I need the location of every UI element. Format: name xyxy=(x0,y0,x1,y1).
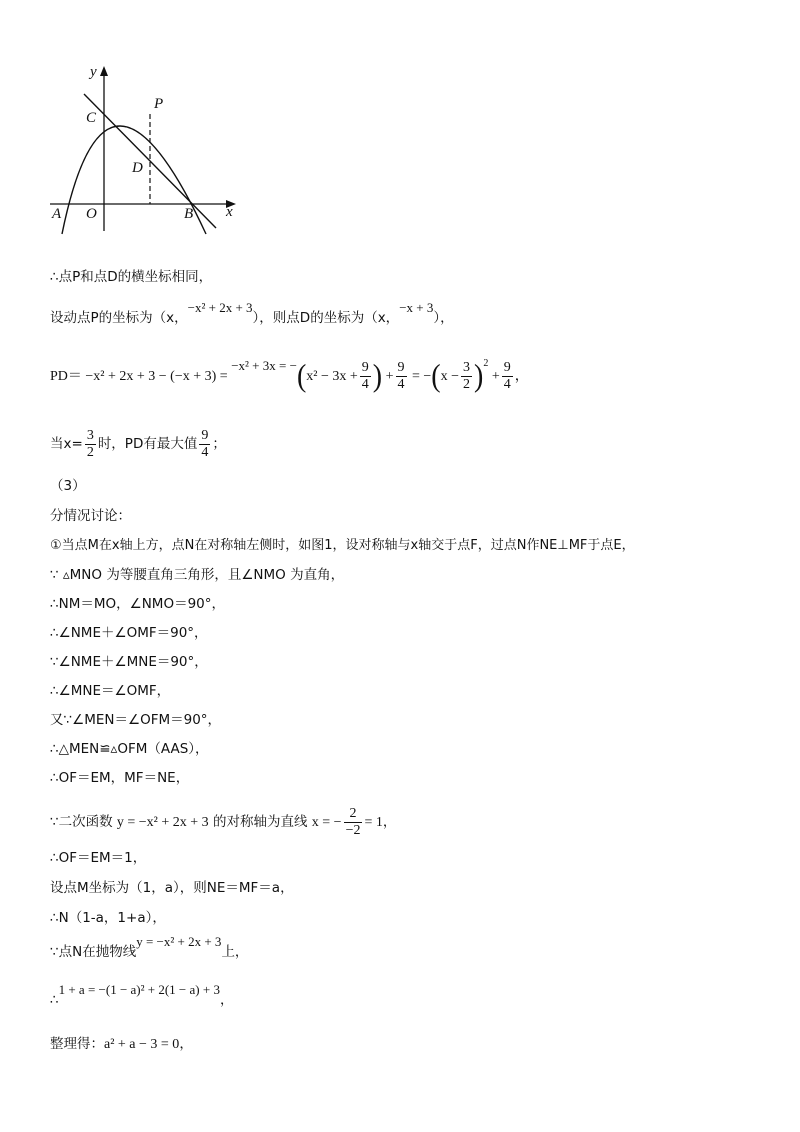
pd-frac4: $\frac{9}{4}$ xyxy=(503,360,511,393)
pd-square: 2 xyxy=(483,358,489,369)
pd-part2: −x² + 3x = − xyxy=(231,358,297,373)
l14c: ， xyxy=(382,814,397,830)
l18a: ∵点N在抛物线 xyxy=(50,944,137,960)
label-x: x xyxy=(226,204,233,220)
text-line-15: ∴OF＝EM＝1， xyxy=(50,850,147,866)
l18-function: y = −x² + 2x + 3 xyxy=(136,934,222,949)
label-b: B xyxy=(184,206,194,222)
text-line-6: ∵ ▵MNO 为等腰直角三角形，且∠NMO 为直角， xyxy=(50,567,345,583)
text-line-2a: 设动点P的坐标为（x， xyxy=(50,310,188,326)
l18b: 上， xyxy=(221,944,249,960)
max-frac-x: $\frac{3}{2}$ xyxy=(86,427,94,460)
pd-prefix: PD＝ xyxy=(50,369,82,384)
text-line-18 xyxy=(50,934,249,962)
max-frac-pd: $\frac{9}{4}$ xyxy=(201,427,209,460)
pd-part7: + xyxy=(491,369,500,384)
label-c: C xyxy=(86,110,97,126)
pd-part6: x − xyxy=(440,369,460,384)
point-p-y: −x² + 2x + 3 xyxy=(187,300,253,315)
text-line-14 xyxy=(50,802,396,843)
text-line-17: ∴N（1-a，1+a）， xyxy=(50,910,166,926)
text-line-10: ∴∠MNE＝∠OMF， xyxy=(50,683,171,699)
label-a: A xyxy=(52,206,62,222)
l14-frac: $\frac{2}{-2}$ xyxy=(345,805,361,838)
pd-part4: + xyxy=(385,369,394,384)
pd-frac1: $\frac{9}{4}$ xyxy=(361,360,369,393)
pd-end: ， xyxy=(514,369,529,384)
text-line-2 xyxy=(50,300,454,328)
text-line-4: 分情况讨论： xyxy=(50,508,131,524)
max-c: ； xyxy=(212,436,226,452)
text-line-2b: ），则点D的坐标为（x， xyxy=(252,310,400,326)
text-line-12: ∴△MEN≌▵OFM（AAS）， xyxy=(50,741,209,757)
point-d-y: −x + 3 xyxy=(399,300,434,315)
text-line-19 xyxy=(50,982,234,1010)
l14-result: = 1 xyxy=(364,815,383,830)
l20a: 整理得： xyxy=(50,1036,104,1052)
text-line-2c: ）， xyxy=(433,310,454,326)
l19b: ， xyxy=(219,992,234,1008)
text-line-1: ∴点P和点D的横坐标相同， xyxy=(50,269,213,285)
label-y: y xyxy=(90,64,97,80)
parabola-figure xyxy=(44,56,244,246)
text-line-3: （3） xyxy=(50,478,86,494)
pd-frac3: $\frac{3}{2}$ xyxy=(463,360,471,393)
y-axis-arrow xyxy=(100,66,108,76)
l14b: 的对称轴为直线 xyxy=(212,814,308,830)
text-line-5: ①当点M在x轴上方，点N在对称轴左侧时，如图1，设对称轴与x轴交于点F，过点N作NE⊥MF于点E， xyxy=(50,538,635,553)
l19a: ∴ xyxy=(50,992,59,1008)
text-line-8: ∴∠NME＋∠OMF＝90°， xyxy=(50,625,208,641)
l14-eq: x = − xyxy=(311,815,342,830)
text-line-20 xyxy=(50,1034,193,1055)
text-line-13: ∴OF＝EM，MF＝NE， xyxy=(50,770,190,786)
l20-equation: a² + a − 3 = 0 xyxy=(104,1037,180,1052)
pd-part1: −x² + 2x + 3 − (−x + 3) = xyxy=(85,369,228,384)
l14-function: y = −x² + 2x + 3 xyxy=(116,815,209,830)
l20b: ， xyxy=(179,1036,193,1052)
text-line-9: ∵∠NME＋∠MNE＝90°， xyxy=(50,654,208,670)
label-o: O xyxy=(86,206,97,222)
text-line-7: ∴NM＝MO，∠NMO＝90°， xyxy=(50,596,226,612)
label-d: D xyxy=(132,160,143,176)
max-a: 当x= xyxy=(50,436,83,452)
label-p: P xyxy=(154,96,164,112)
max-value-line xyxy=(50,424,226,464)
pd-part5: = − xyxy=(412,369,432,384)
pd-equation: PD＝ −x² + 2x + 3 − (−x + 3) = −x² + 3x = −(x² − 3x + $\frac{9}{4}$ ) + $\frac{9}{4}$ = −(x − $\frac{3}{2}$ )$^2$ + $\frac{9}{4}$ ， xyxy=(50,358,529,395)
l19-equation: 1 + a = −(1 − a)² + 2(1 − a) + 3 xyxy=(58,982,220,997)
pd-part3: x² − 3x + xyxy=(306,369,358,384)
text-line-16: 设点M坐标为（1，a），则NE＝MF＝a， xyxy=(50,880,294,896)
max-b: 时，PD有最大值 xyxy=(97,436,198,452)
text-line-11: 又∵∠MEN＝∠OFM＝90°， xyxy=(50,712,222,728)
pd-frac2: $\frac{9}{4}$ xyxy=(397,360,405,393)
l14a: ∵二次函数 xyxy=(50,814,113,830)
